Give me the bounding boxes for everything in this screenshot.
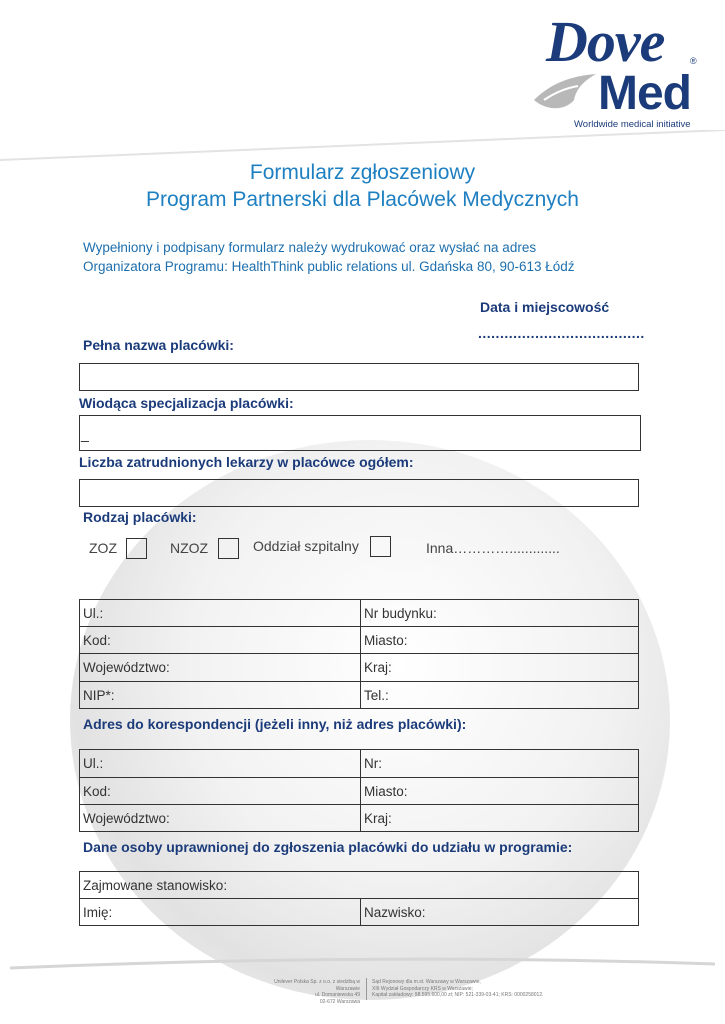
option-zoz-label: ZOZ — [89, 540, 117, 556]
form-title: Formularz zgłoszeniowy — [249, 161, 476, 184]
table-row — [80, 778, 639, 805]
option-other-field[interactable]: Inna…………............. — [426, 540, 560, 556]
doctors-count-field[interactable] — [79, 479, 639, 507]
option-hospital-ward-checkbox[interactable] — [370, 536, 391, 557]
dove-bird-icon — [530, 70, 600, 115]
footer-divider — [366, 978, 367, 1000]
footer-right-line-2: XIII Wydział Gospodarczy KRS w Warszawie; — [372, 985, 473, 992]
corr-country-cell[interactable]: Kraj: — [361, 805, 639, 832]
corr-province-cell[interactable]: Województwo: — [80, 805, 361, 832]
country-cell[interactable]: Kraj: — [361, 654, 639, 682]
footer-left-line-2: ul. Domaniewska 49 — [314, 992, 360, 998]
corr-street-cell[interactable]: Ul.: — [80, 750, 361, 778]
full-name-label: Pełna nazwa placówki: — [83, 337, 234, 353]
option-nzoz-checkbox[interactable] — [218, 538, 239, 559]
footer-company-info — [250, 979, 360, 1005]
bottom-swoosh — [0, 950, 725, 980]
option-hospital-ward-label: Oddział szpitalny — [253, 538, 359, 554]
city-cell[interactable]: Miasto: — [361, 627, 639, 654]
corr-postal-code-cell[interactable]: Kod: — [80, 778, 361, 805]
first-name-cell[interactable]: Imię: — [80, 899, 361, 926]
intro-line-1: Wypełniony i podpisany formularz należy wydrukować oraz wysłać na adres — [83, 240, 537, 255]
position-cell[interactable]: Zajmowane stanowisko: — [80, 872, 639, 899]
table-row — [80, 600, 639, 627]
postal-code-cell[interactable]: Kod: — [80, 627, 361, 654]
street-cell[interactable]: Ul.: — [80, 600, 361, 627]
specialization-value: _ — [81, 426, 89, 442]
facility-type-label: Rodzaj placówki: — [83, 509, 197, 525]
corr-city-cell[interactable]: Miasto: — [361, 778, 639, 805]
table-row — [80, 627, 639, 654]
doctors-count-label: Liczba zatrudnionych lekarzy w placówce ogółem: — [79, 454, 414, 470]
logo-dove-text: Dove — [546, 9, 665, 74]
program-title: Program Partnerski dla Placówek Medycznych — [145, 188, 579, 211]
date-place-label: Data i miejscowość — [480, 299, 610, 315]
footer-right-line-1: Sąd Rejonowy dla m.st. Warszawy w Warszawie, — [372, 979, 481, 985]
option-nzoz-label: NZOZ — [170, 540, 209, 556]
table-row — [80, 750, 639, 778]
registered-mark: ® — [690, 56, 697, 66]
option-zoz-checkbox[interactable] — [126, 538, 147, 559]
last-name-cell[interactable]: Nazwisko: — [361, 899, 639, 926]
footer-left-line-3: 02-672 Warszawa — [319, 998, 360, 1005]
footer-left-line-1: Unilever Polska Sp. z o.o. z siedzibą w Warszawie — [274, 979, 360, 992]
footer-registry-info — [372, 979, 572, 999]
phone-cell[interactable]: Tel.: — [361, 682, 639, 709]
footer-right-line-3: Kapitał zakładowy: 98.595.600,00 zł; NIP: 521-339-03-41; KRS: 0000258012. — [372, 992, 544, 998]
correspondence-label: Adres do korespondencji (jeżeli inny, niż adres placówki): — [83, 716, 467, 732]
correspondence-table — [79, 749, 639, 832]
specialization-label: Wiodąca specjalizacja placówki: — [79, 395, 294, 411]
intro-line-2: Organizatora Programu: HealthThink public relations ul. Gdańska 80, 90-613 Łódź — [83, 259, 575, 274]
table-row — [80, 682, 639, 709]
authorized-person-table — [79, 871, 639, 926]
building-number-cell[interactable]: Nr budynku: — [361, 600, 639, 627]
full-name-field[interactable] — [79, 363, 639, 391]
table-row — [80, 872, 639, 899]
table-row — [80, 805, 639, 832]
corr-number-cell[interactable]: Nr: — [361, 750, 639, 778]
specialization-field[interactable] — [79, 415, 641, 451]
logo-tagline: Worldwide medical initiative — [574, 119, 691, 130]
date-place-dots[interactable]: ...................................... — [478, 325, 645, 341]
logo-med-text: Med — [598, 67, 691, 120]
province-cell[interactable]: Województwo: — [80, 654, 361, 682]
authorized-person-label: Dane osoby uprawnionej do zgłoszenia placówki do udziału w programie: — [83, 839, 573, 855]
table-row — [80, 899, 639, 926]
table-row — [80, 654, 639, 682]
address-table — [79, 599, 639, 709]
nip-cell[interactable]: NIP*: — [80, 682, 361, 709]
